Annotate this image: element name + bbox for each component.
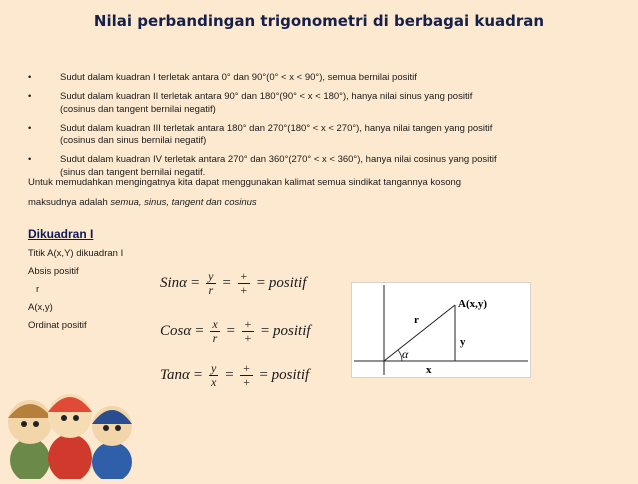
numerator: y	[208, 269, 214, 283]
bullet-dot: •	[28, 72, 32, 83]
cartoon-characters-svg	[0, 340, 150, 479]
abscissa-note: Absis positif	[28, 266, 79, 277]
sign-fraction	[238, 270, 250, 297]
bullet-dot: •	[28, 91, 32, 102]
bullet-text: Sudut dalam kuadran II terletak antara 90° dan 180°(90° < x < 180°), hanya nilai sinus yang positif	[60, 91, 473, 102]
numerator-sign: +	[243, 317, 252, 331]
bullet-quadrant-2	[28, 91, 628, 116]
character-2-eye	[61, 415, 67, 421]
numerator: x	[212, 317, 218, 331]
denominator-sign: +	[243, 331, 252, 345]
character-1-eye	[21, 421, 27, 427]
numerator: y	[210, 361, 217, 375]
bullet-quadrant-4	[28, 154, 628, 179]
character-1-hat	[8, 404, 52, 418]
equals-sign: =	[192, 367, 203, 383]
numerator-sign: +	[242, 361, 251, 375]
bullet-subtext: (cosinus dan tangent bernilai negatif)	[60, 103, 216, 115]
x-label: x	[426, 364, 432, 376]
ordinate-note: Ordinat positif	[28, 320, 87, 331]
bullet-text: Sudut dalam kuadran I terletak antara 0° dan 90°(0° < x < 90°), semua bernilai positif	[60, 72, 417, 83]
point-a-label: A(x,y)	[458, 298, 488, 310]
denominator: r	[212, 331, 218, 345]
character-1-eye	[33, 421, 39, 427]
equals-sign: =	[258, 367, 269, 383]
character-1-body	[10, 438, 50, 479]
bullet-subtext: (sinus dan tangent bernilai negatif.	[60, 166, 206, 178]
slide-title: Nilai perbandingan trigonometri di berbagai kuadran	[93, 12, 545, 30]
intro-line-1: Untuk memudahkan mengingatnya kita dapat menggunakan kalimat semua sindikat tangannya kosong	[28, 177, 462, 188]
formula-rhs: positif	[273, 323, 311, 339]
equals-sign: =	[224, 367, 235, 383]
equals-sign: =	[221, 275, 232, 291]
character-2-body	[48, 434, 92, 479]
y-label: y	[460, 336, 466, 348]
formula-rhs: positif	[271, 367, 310, 383]
formula-rhs: positif	[268, 275, 307, 291]
r-label: r	[414, 314, 419, 326]
cartoon-characters-illustration	[0, 340, 150, 479]
sign-fraction	[240, 362, 252, 389]
quadrant-diagram-svg	[352, 283, 530, 377]
character-3-body	[92, 442, 132, 479]
quadrant-diagram	[351, 282, 531, 378]
denominator-sign: +	[242, 375, 251, 389]
equals-sign: =	[190, 275, 201, 291]
bullet-dot: •	[28, 122, 32, 134]
bullet-quadrant-1	[28, 72, 628, 85]
fraction	[206, 270, 215, 297]
point-label-text: A(x,y)	[28, 302, 53, 313]
sin-formula	[160, 270, 306, 297]
denominator: r	[208, 283, 214, 297]
character-3-eye	[103, 425, 109, 431]
bullet-quadrant-3	[28, 123, 628, 148]
intro-line-2	[28, 197, 628, 209]
section-heading: Dikuadran I	[28, 227, 94, 241]
character-3-eye	[115, 425, 121, 431]
character-2-hat	[48, 397, 92, 412]
intro-line-2-prefix: maksudnya adalah	[28, 197, 111, 208]
intro-line-2-italic: semua, sinus, tangent dan cosinus	[110, 197, 257, 208]
bullet-text: Sudut dalam kuadran III terletak antara 180° dan 270°(180° < x < 270°), hanya nilai tangen yang positif	[60, 122, 493, 134]
equals-sign: =	[255, 275, 266, 291]
sign-fraction	[242, 318, 254, 345]
cos-formula	[160, 318, 311, 345]
radius-line	[384, 305, 455, 361]
point-description: Titik A(x,Y) dikuadran I	[28, 248, 124, 259]
fraction	[209, 362, 218, 389]
tan-formula	[160, 362, 309, 389]
character-2-eye	[73, 415, 79, 421]
bullet-subtext: (cosinus dan sinus bernilai negatif)	[60, 135, 207, 146]
formula-lhs: Sinα	[160, 275, 188, 291]
bullet-text: Sudut dalam kuadran IV terletak antara 270° dan 360°(270° < x < 360°), hanya nilai cosinus yang positif	[60, 154, 497, 165]
denominator: x	[210, 375, 217, 389]
numerator-sign: +	[239, 269, 248, 283]
fraction	[210, 318, 219, 345]
equals-sign: =	[259, 323, 271, 339]
r-note: r	[36, 284, 40, 295]
alpha-label: α	[402, 347, 409, 361]
formula-lhs: Cosα	[160, 323, 192, 339]
denominator-sign: +	[239, 283, 248, 297]
formula-lhs: Tanα	[160, 367, 190, 383]
equals-sign: =	[194, 323, 205, 339]
bullet-dot: •	[28, 154, 32, 165]
quadrant-bullet-list	[28, 72, 628, 186]
equals-sign: =	[225, 323, 236, 339]
